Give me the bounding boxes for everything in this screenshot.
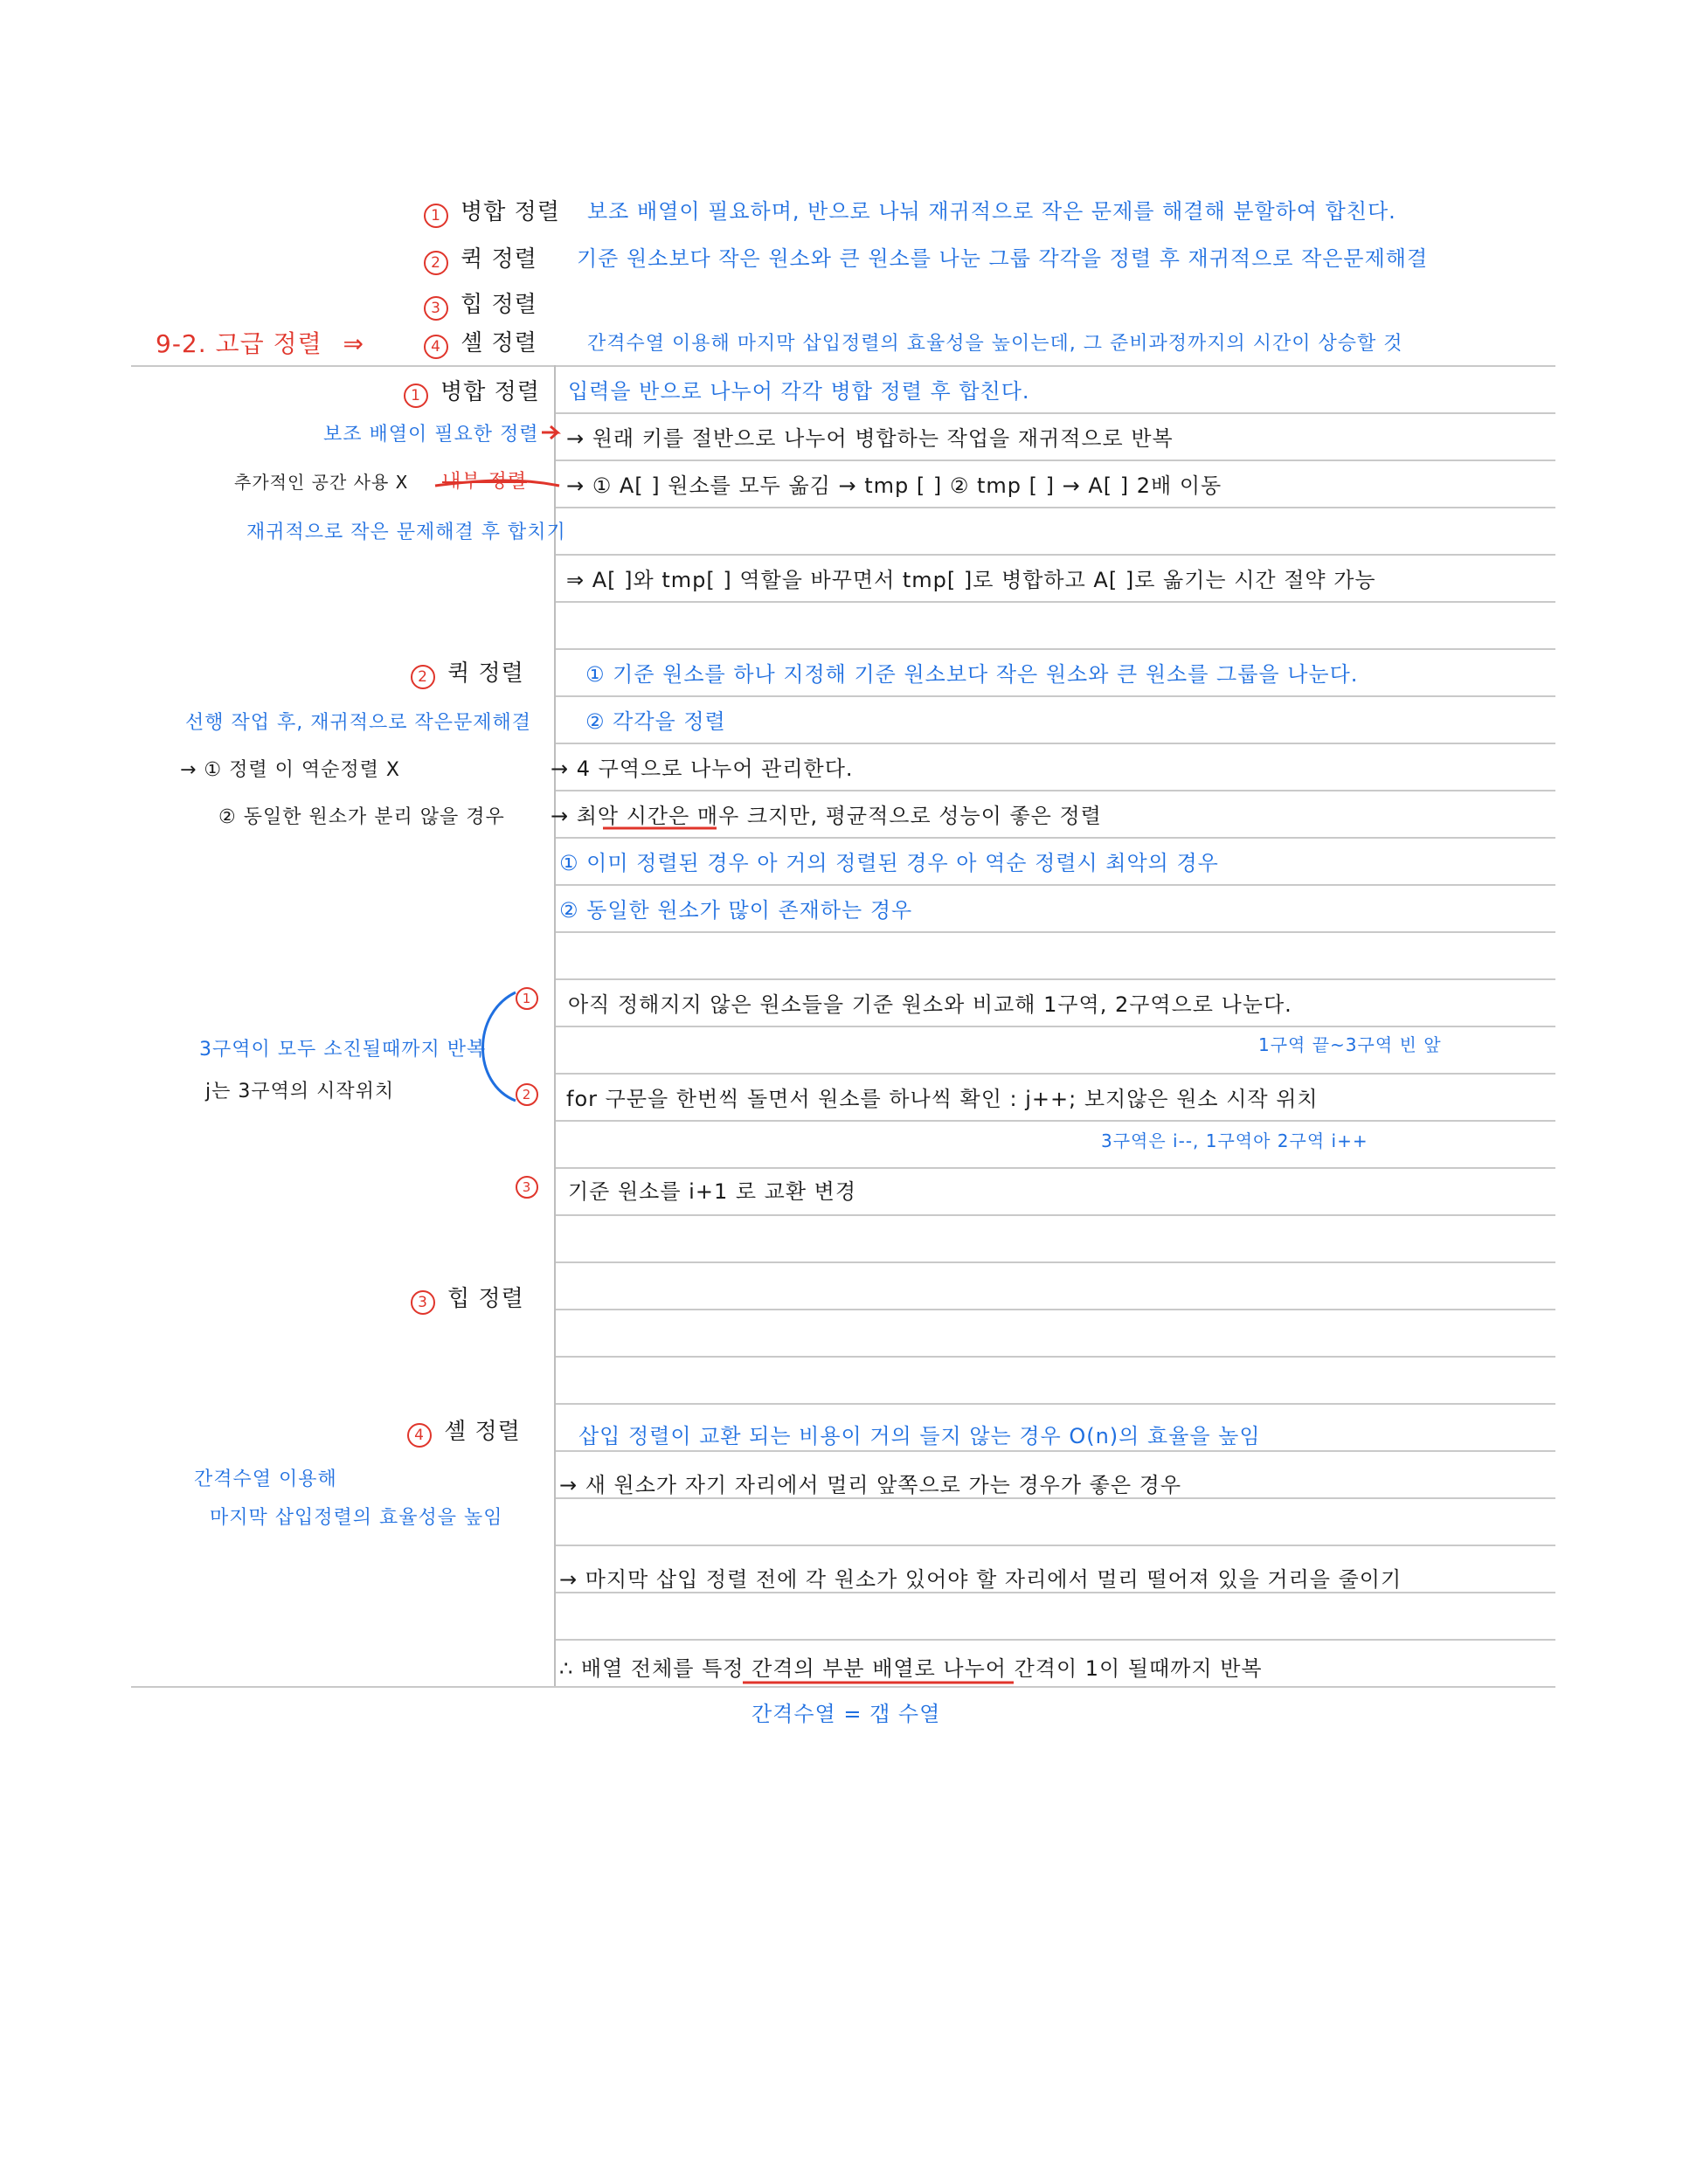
step-number-badge: 3 bbox=[411, 1290, 435, 1315]
section-label-text: 9-2. 고급 정렬 bbox=[156, 329, 322, 358]
overview-sort-name: 힙 정렬 bbox=[461, 292, 537, 318]
step-number-badge: 2 bbox=[424, 251, 448, 275]
note-line: 삽입 정렬이 교환 되는 비용이 거의 들지 않는 경우 O(n)의 효율을 높임 bbox=[578, 1424, 1261, 1448]
step-number-badge: 4 bbox=[424, 335, 448, 359]
side-note: → ① 정렬 이 역순정렬 X bbox=[180, 759, 400, 781]
step-number-badge: 1 bbox=[516, 987, 538, 1010]
side-note: j는 3구역의 시작위치 bbox=[205, 1081, 395, 1102]
note-line: ① 기준 원소를 하나 지정해 기준 원소보다 작은 원소와 큰 원소를 그룹을 나눈다. bbox=[585, 662, 1359, 687]
margin-arrow bbox=[542, 426, 558, 439]
overview-sort-desc: 보조 배열이 필요하며, 반으로 나눠 재귀적으로 작은 문제를 해결해 분할하여 합친다. bbox=[587, 199, 1396, 224]
overview-sort-desc: 기준 원소보다 작은 원소와 큰 원소를 나눈 그룹 각각을 정렬 후 재귀적으로 작은문제해결 bbox=[577, 246, 1429, 271]
overview-sort-name: 셸 정렬 bbox=[461, 330, 537, 356]
bottom-note: 간격수열 = 갭 수열 bbox=[751, 1702, 941, 1726]
side-note: 선행 작업 후, 재귀적으로 작은문제해결 bbox=[185, 712, 531, 734]
note-line: → 4 구역으로 나누어 관리한다. bbox=[551, 757, 854, 781]
step-number-badge: 2 bbox=[411, 665, 435, 689]
step-text: for 구문을 한번씩 돌면서 원소를 하나씩 확인 : j++; 보지않은 원소 시작 위치 bbox=[566, 1087, 1319, 1111]
note-line: ⇒ A[ ]와 tmp[ ] 역할을 바꾸면서 tmp[ ]로 병합하고 A[ ]로 옮기는 시간 절약 가능 bbox=[566, 568, 1376, 592]
overview-sort-name: 퀵 정렬 bbox=[461, 246, 537, 273]
note-line: ② 동일한 원소가 많이 존재하는 경우 bbox=[559, 898, 913, 923]
section-arrow: ⇒ bbox=[343, 329, 365, 358]
note-line: → 원래 키를 절반으로 나누어 병합하는 작업을 재귀적으로 반복 bbox=[566, 426, 1174, 451]
side-note: ② 동일한 원소가 분리 않을 경우 bbox=[218, 806, 505, 828]
note-line: ∴ 배열 전체를 특정 간격의 부분 배열로 나누어 간격이 1이 될때까지 반복 bbox=[559, 1656, 1263, 1681]
struck-note: 내부 정렬 bbox=[442, 471, 528, 493]
section-title: 퀵 정렬 bbox=[447, 660, 524, 687]
step-number-badge: 1 bbox=[404, 384, 428, 408]
note-line: ② 각각을 정렬 bbox=[585, 709, 726, 734]
side-note: 간격수열 이용해 bbox=[194, 1469, 337, 1490]
side-note: 마지막 삽입정렬의 효율성을 높임 bbox=[210, 1507, 503, 1529]
side-note: 재귀적으로 작은 문제해결 후 합치기 bbox=[246, 522, 566, 543]
overview-sort-name: 병합 정렬 bbox=[461, 199, 560, 225]
overview-sort-desc: 간격수열 이용해 마지막 삽입정렬의 효율성을 높이는데, 그 준비과정까지의 시간이 상승할 것 bbox=[587, 333, 1403, 355]
step-note: 1구역 끝~3구역 빈 앞 bbox=[1258, 1034, 1442, 1055]
section-title: 힙 정렬 bbox=[447, 1286, 524, 1312]
merge-strike-arrow bbox=[435, 480, 559, 486]
side-note: 보조 배열이 필요한 정렬 bbox=[323, 424, 539, 446]
section-title: 병합 정렬 bbox=[440, 379, 540, 405]
note-line: ① 이미 정렬된 경우 아 거의 정렬된 경우 아 역순 정렬시 최악의 경우 bbox=[559, 851, 1219, 875]
step-text: 아직 정해지지 않은 원소들을 기준 원소와 비교해 1구역, 2구역으로 나눈다. bbox=[568, 992, 1292, 1017]
step-bracket bbox=[483, 992, 516, 1101]
step-number-badge: 3 bbox=[516, 1176, 538, 1199]
section-title: 셸 정렬 bbox=[444, 1419, 521, 1445]
note-line: → 마지막 삽입 정렬 전에 각 원소가 있어야 할 자리에서 멀리 떨어져 있을 거리을 줄이기 bbox=[559, 1567, 1403, 1592]
side-note: 추가적인 공간 사용 X bbox=[234, 472, 409, 493]
step-text: 기준 원소를 i+1 로 교환 변경 bbox=[568, 1179, 857, 1204]
step-number-badge: 1 bbox=[424, 204, 448, 228]
step-number-badge: 3 bbox=[424, 296, 448, 321]
note-line: → 새 원소가 자기 자리에서 멀리 앞쪽으로 가는 경우가 좋은 경우 bbox=[559, 1473, 1181, 1497]
step-number-badge: 4 bbox=[407, 1423, 432, 1448]
side-note: 3구역이 모두 소진될때까지 반복 bbox=[199, 1039, 487, 1061]
step-number-badge: 2 bbox=[516, 1083, 538, 1106]
step-note: 3구역은 i--, 1구역아 2구역 i++ bbox=[1101, 1130, 1368, 1151]
note-line: → ① A[ ] 원소를 모두 옮김 → tmp [ ] ② tmp [ ] → A[ ] 2배 이동 bbox=[566, 473, 1222, 498]
note-line: → 최악 시간은 매우 크지만, 평균적으로 성능이 좋은 정렬 bbox=[551, 804, 1102, 828]
note-line: 입력을 반으로 나누어 각각 병합 정렬 후 합친다. bbox=[568, 379, 1030, 404]
